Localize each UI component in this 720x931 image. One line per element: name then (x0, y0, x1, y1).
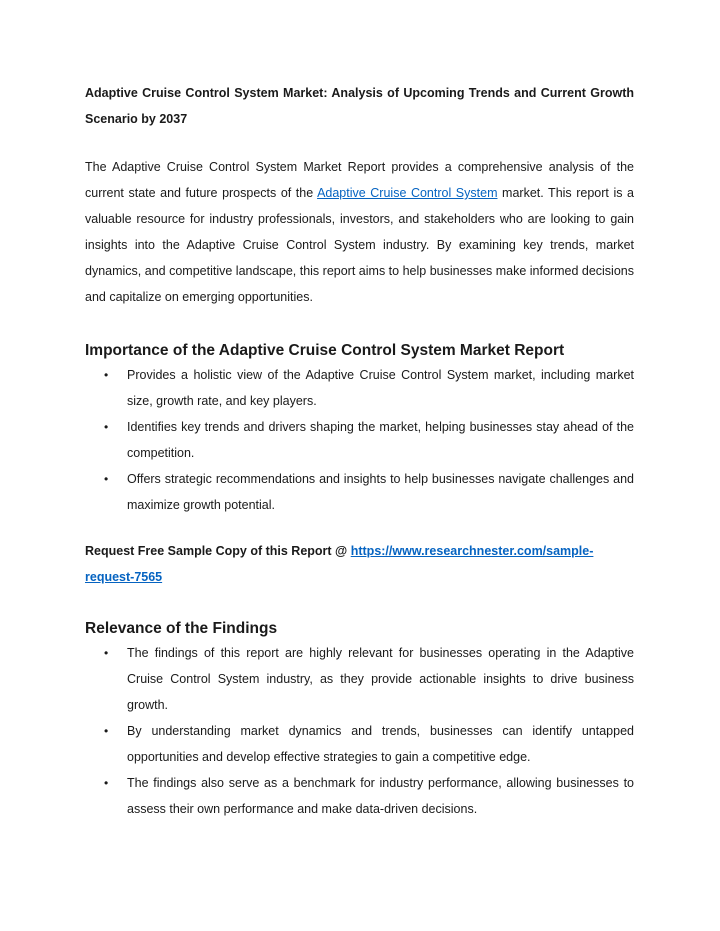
relevance-bullet-list (85, 640, 634, 822)
list-item-text: Provides a holistic view of the Adaptive Cruise Control System market, including market size, growth rate, and key players. (127, 368, 634, 408)
bullet-icon: • (104, 420, 109, 434)
importance-bullet-list (85, 362, 634, 518)
list-item (85, 362, 634, 414)
intro-text-after: market. This report is a valuable resource for industry professionals, investors, and stakeholders who are looking to gain insights into the Adaptive Cruise Control System industry. By examining key trends, market dynamics, and competitive landscape, this report aims to help businesses make informed decisions and capitalize on emerging opportunities. (85, 186, 634, 304)
document-page (85, 80, 634, 822)
intro-text-before: The Adaptive Cruise Control System Market Report provides a comprehensive analysis of the current state and future prospects of the (85, 160, 634, 200)
sample-request-link[interactable]: https://www.researchnester.com/sample-request-7565 (85, 544, 594, 584)
sample-request-label: Request Free Sample Copy of this Report @ (85, 544, 351, 558)
bullet-icon: • (104, 368, 109, 382)
bullet-icon: • (104, 724, 109, 738)
list-item-text: The findings of this report are highly relevant for businesses operating in the Adaptive Cruise Control System industry, as they provide actionable insights to drive business growth. (127, 646, 634, 712)
list-item (85, 414, 634, 466)
list-item-text: Identifies key trends and drivers shaping the market, helping businesses stay ahead of the competition. (127, 420, 634, 460)
bullet-icon: • (104, 776, 109, 790)
list-item (85, 466, 634, 518)
intro-paragraph (85, 154, 634, 310)
intro-product-link[interactable]: Adaptive Cruise Control System (317, 186, 498, 200)
sample-request-line (85, 538, 634, 590)
bullet-icon: • (104, 646, 109, 660)
list-item (85, 718, 634, 770)
list-item (85, 770, 634, 822)
section-heading-importance: Importance of the Adaptive Cruise Control System Market Report (85, 342, 565, 359)
document-title: Adaptive Cruise Control System Market: Analysis of Upcoming Trends and Current Growth Scenario by 2037 (85, 86, 634, 126)
list-item-text: By understanding market dynamics and trends, businesses can identify untapped opportunities and develop effective strategies to gain a competitive edge. (127, 724, 634, 764)
list-item-text: Offers strategic recommendations and insights to help businesses navigate challenges and maximize growth potential. (127, 472, 634, 512)
section-heading-relevance: Relevance of the Findings (85, 620, 278, 637)
list-item-text: The findings also serve as a benchmark for industry performance, allowing businesses to assess their own performance and make data-driven decisions. (127, 776, 634, 816)
bullet-icon: • (104, 472, 109, 486)
list-item (85, 640, 634, 718)
